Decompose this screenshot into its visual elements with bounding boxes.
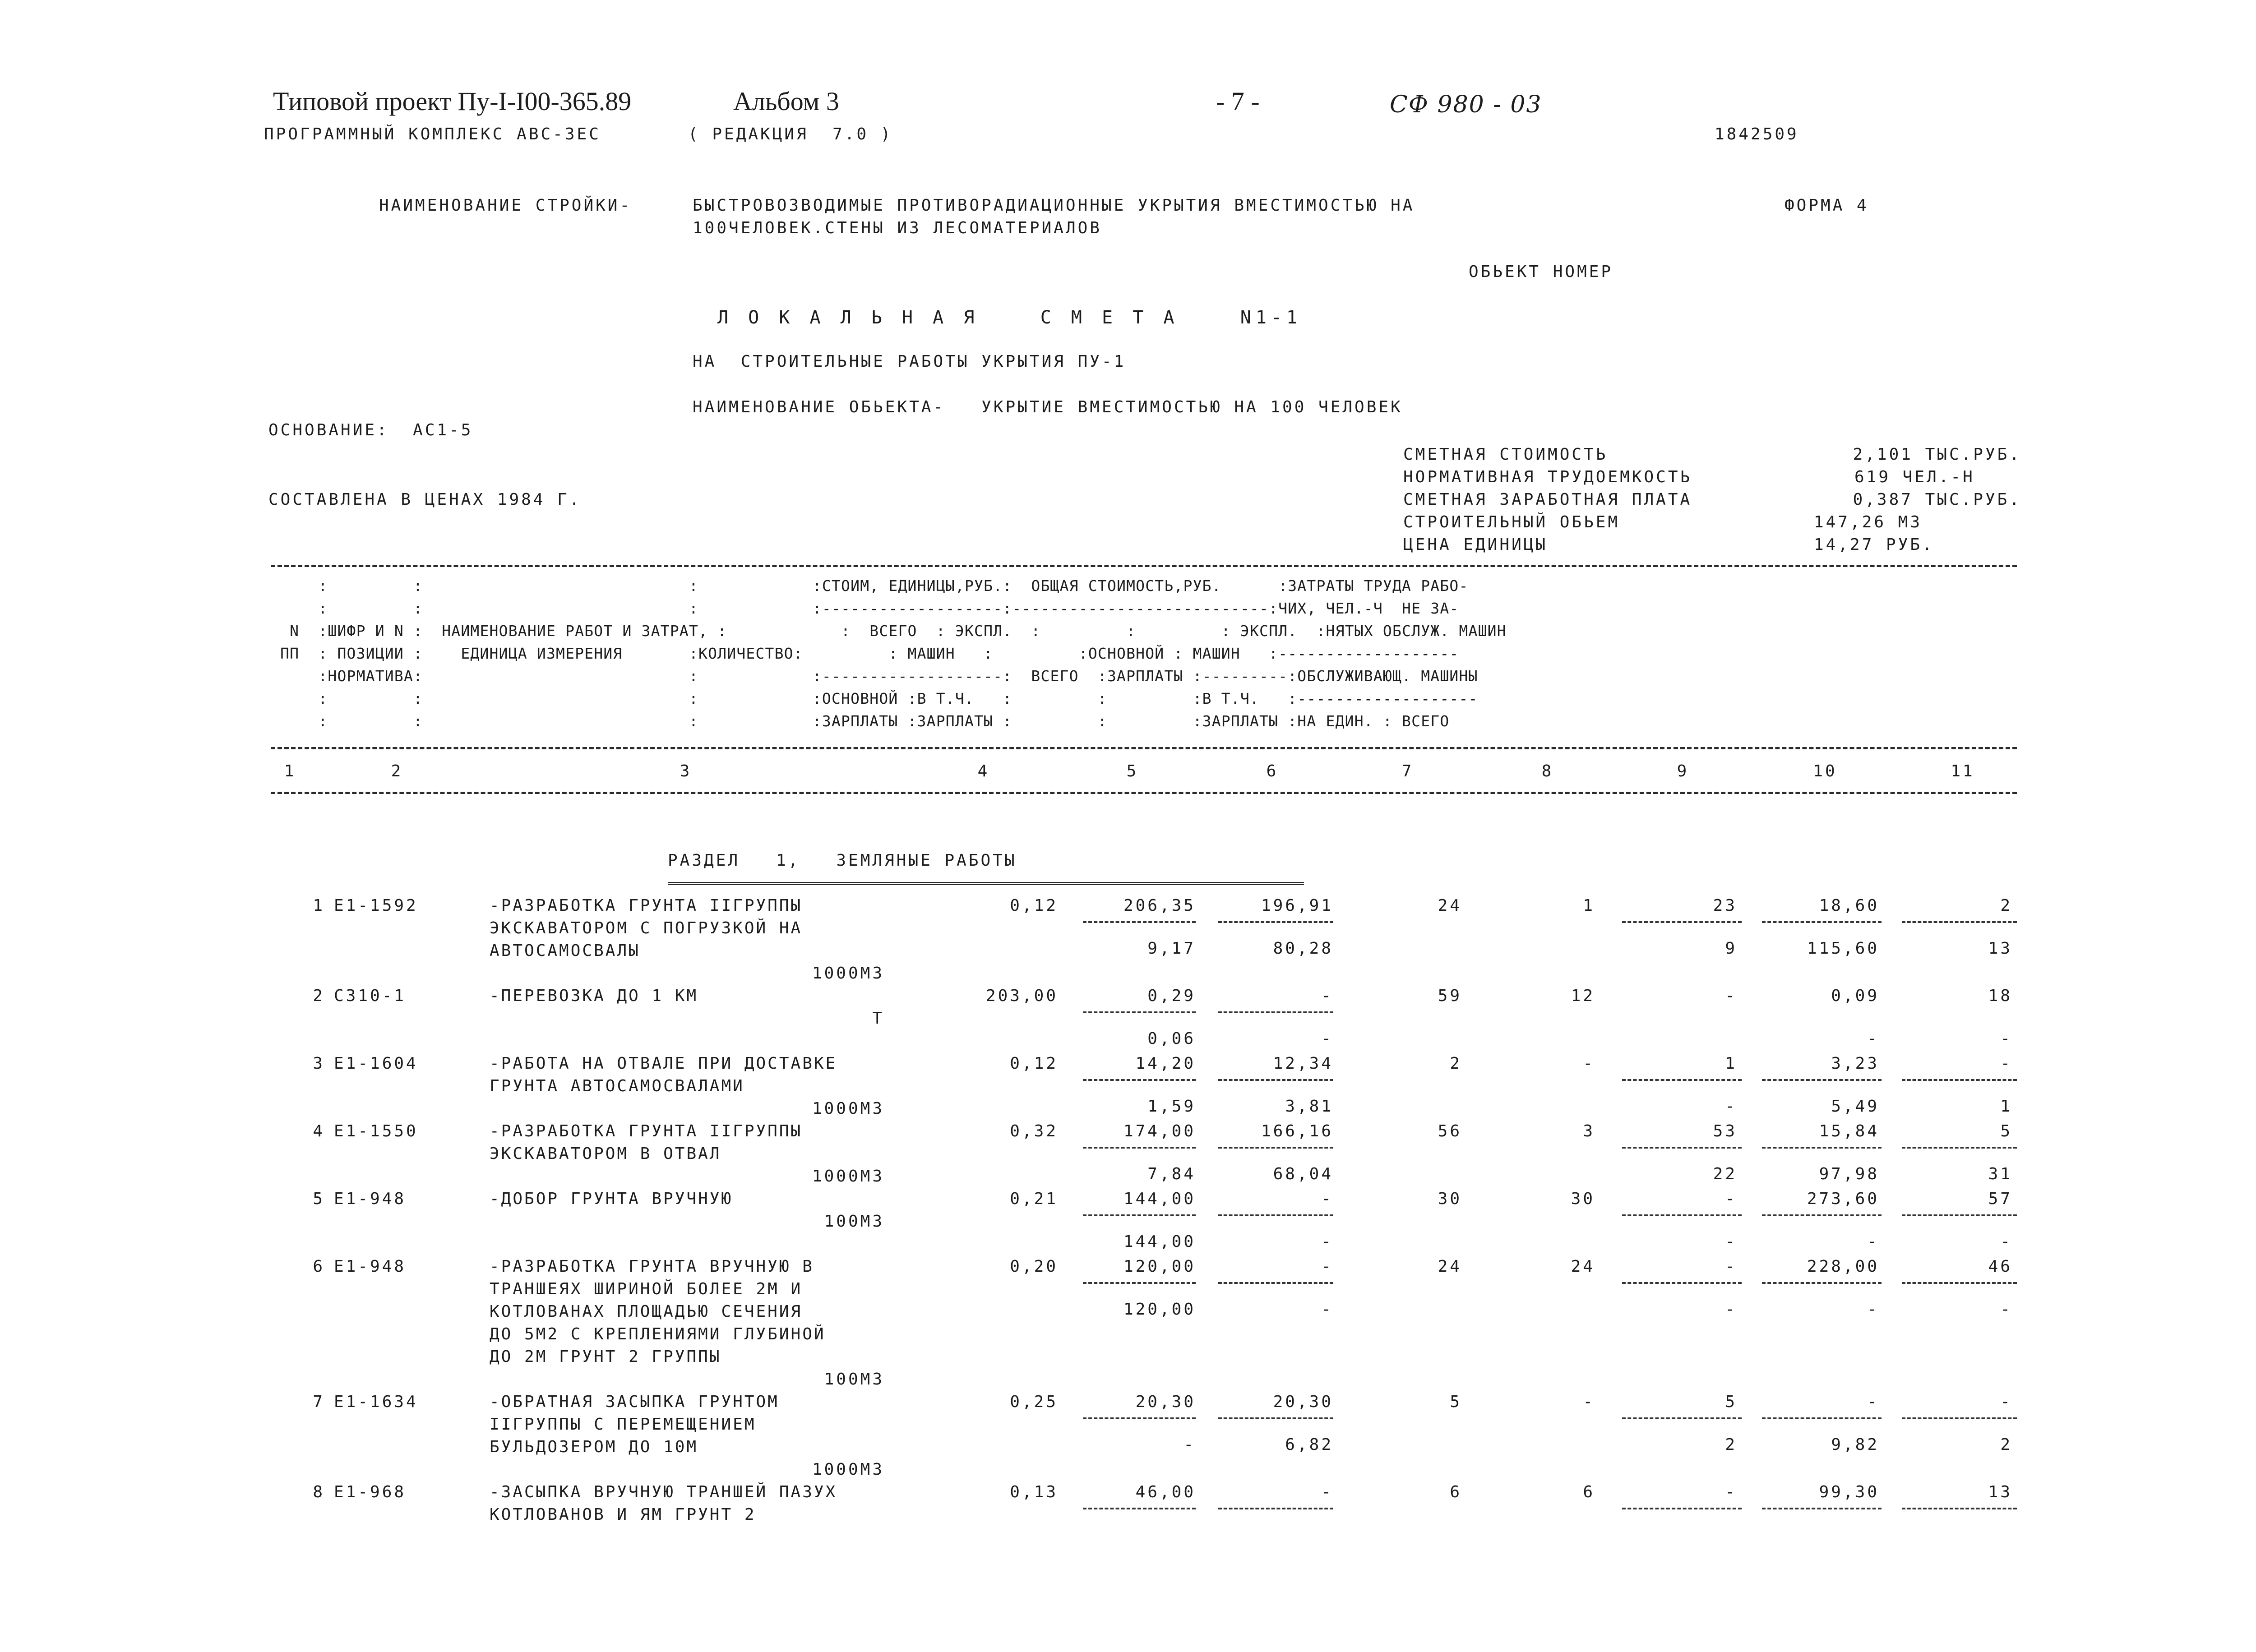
cell-divider [1902, 1147, 2017, 1149]
cell-divider [1218, 1417, 1333, 1419]
position-code: Е1-948 [334, 1190, 407, 1208]
cell-c11: - [2000, 1054, 2012, 1073]
column-number: 1 [284, 762, 296, 780]
sub-cell-s6: 68,04 [1273, 1165, 1333, 1183]
cell-qty: 0,12 [1010, 896, 1058, 915]
cell-c5: 144,00 [1123, 1190, 1196, 1208]
unit: 1000М3 [812, 1460, 884, 1479]
object-name: НАИМЕНОВАНИЕ ОБЬЕКТА- УКРЫТИЕ ВМЕСТИМОСТЬЮ НА 100 ЧЕЛОВЕК [693, 398, 1403, 416]
summary-value: 619 ЧЕЛ.-Н [1854, 468, 1975, 486]
position-code: Е1-1604 [334, 1054, 418, 1073]
sub-cell-s9: - [1725, 1300, 1737, 1319]
cell-c8: 6 [1583, 1483, 1595, 1501]
column-number: 5 [1126, 762, 1139, 780]
sub-cell-s5: 1,59 [1147, 1097, 1196, 1116]
summary-value: 0,387 ТЫС.РУБ. [1853, 490, 2021, 509]
column-number: 2 [391, 762, 403, 780]
sub-cell-s10: - [1867, 1232, 1879, 1251]
cell-divider [1902, 1214, 2017, 1216]
unit: 1000М3 [812, 1099, 884, 1118]
cell-c7: 24 [1438, 1257, 1462, 1276]
position-code: Е1-948 [334, 1257, 407, 1276]
cell-qty: 0,13 [1010, 1483, 1058, 1501]
cell-c6: 20,30 [1273, 1393, 1333, 1411]
summary-value: 2,101 ТЫС.РУБ. [1853, 445, 2021, 464]
cell-c11: 13 [1988, 1483, 2012, 1501]
header-line: :НОРМАТИВА: : :-------------------: ВСЕГО :ЗАРПЛАТЫ :---------:ОБСЛУЖИВАЮЩ. МАШИНЫ [271, 667, 1478, 685]
work-name-line: -РАЗРАБОТКА ГРУНТА ВРУЧНУЮ В [490, 1257, 814, 1276]
cell-divider [1218, 1508, 1333, 1509]
cell-c11: 2 [2000, 896, 2012, 915]
row-number: 8 [313, 1483, 325, 1501]
work-name-line: -ЗАСЫПКА ВРУЧНУЮ ТРАНШЕЙ ПАЗУХ [490, 1483, 837, 1501]
cell-c8: 1 [1583, 896, 1595, 915]
cell-divider [1218, 921, 1333, 923]
sub-cell-s11: 2 [2000, 1435, 2012, 1454]
cell-divider [1083, 1011, 1196, 1013]
cell-divider [1902, 1282, 2017, 1284]
cell-divider [1622, 1079, 1742, 1081]
cell-divider [1622, 1417, 1742, 1419]
cell-divider [1762, 1282, 1882, 1284]
cell-c5: 0,29 [1147, 987, 1196, 1005]
column-number: 9 [1677, 762, 1689, 780]
program-edition: ( РЕДАКЦИЯ 7.0 ) [688, 125, 893, 143]
header-line: : : : :ЗАРПЛАТЫ :ЗАРПЛАТЫ : : :ЗАРПЛАТЫ :НА ЕДИН. : ВСЕГО [271, 712, 1450, 730]
cell-c11: 46 [1988, 1257, 2012, 1276]
cell-qty: 0,21 [1010, 1190, 1058, 1208]
cell-c8: 12 [1571, 987, 1595, 1005]
cell-c10: 0,09 [1831, 987, 1879, 1005]
cell-c10: 15,84 [1819, 1122, 1879, 1140]
work-name-line: АВТОСАМОСВАЛЫ [490, 941, 640, 960]
cell-divider [1218, 1214, 1333, 1216]
sub-cell-s10: 9,82 [1831, 1435, 1879, 1454]
cell-c9: 1 [1725, 1054, 1737, 1073]
work-name-line: ДО 5М2 С КРЕПЛЕНИЯМИ ГЛУБИНОЙ [490, 1325, 826, 1343]
cell-c7: 6 [1450, 1483, 1462, 1501]
header-divider-rule [271, 747, 2017, 749]
cell-c9: - [1725, 1190, 1737, 1208]
section-title: РАЗДЕЛ 1, ЗЕМЛЯНЫЕ РАБОТЫ [668, 851, 1017, 870]
sub-cell-s11: - [2000, 1232, 2012, 1251]
cell-divider [1902, 1508, 2017, 1509]
cell-c11: 18 [1988, 987, 2012, 1005]
cell-divider [1622, 1147, 1742, 1149]
project-title: Типовой проект Пу-I-I00-365.89 [273, 87, 632, 116]
work-name-line: -ДОБОР ГРУНТА ВРУЧНУЮ [490, 1190, 733, 1208]
album-label: Альбом 3 [733, 87, 839, 116]
cell-c5: 46,00 [1135, 1483, 1196, 1501]
summary-value: 147,26 М3 [1814, 513, 1923, 531]
column-number: 11 [1951, 762, 1975, 780]
cell-c9: - [1725, 1483, 1737, 1501]
unit: 100М3 [824, 1370, 884, 1389]
sub-cell-s9: - [1725, 1232, 1737, 1251]
cell-divider [1622, 1508, 1742, 1509]
cell-divider [1762, 1508, 1882, 1509]
row-number: 7 [313, 1393, 325, 1411]
site-name-line2: 100ЧЕЛОВЕК.СТЕНЫ ИЗ ЛЕСОМАТЕРИАЛОВ [693, 219, 1102, 237]
cell-divider [1762, 1147, 1882, 1149]
sub-cell-s11: 1 [2000, 1097, 2012, 1116]
column-number: 10 [1813, 762, 1837, 780]
cell-c10: 18,60 [1819, 896, 1879, 915]
column-number: 8 [1541, 762, 1554, 780]
cell-divider [1083, 1214, 1196, 1216]
sub-cell-s6: 3,81 [1285, 1097, 1333, 1116]
work-name-line: ЭКСКАВАТОРОМ В ОТВАЛ [490, 1144, 721, 1163]
row-number: 5 [313, 1190, 325, 1208]
position-code: С310-1 [334, 987, 407, 1005]
cell-divider [1218, 1147, 1333, 1149]
cell-c11: 57 [1988, 1190, 2012, 1208]
sub-cell-s9: 2 [1725, 1435, 1737, 1454]
row-number: 6 [313, 1257, 325, 1276]
cell-c7: 2 [1450, 1054, 1462, 1073]
sub-cell-s11: 13 [1988, 939, 2012, 958]
cell-c9: 5 [1725, 1393, 1737, 1411]
cell-c9: 23 [1713, 896, 1737, 915]
sub-cell-s5: 7,84 [1147, 1165, 1196, 1183]
cell-divider [1083, 1282, 1196, 1284]
cell-divider [1762, 1417, 1882, 1419]
column-number: 3 [680, 762, 692, 780]
sub-cell-s10: - [1867, 1029, 1879, 1048]
row-number: 2 [313, 987, 325, 1005]
work-name-line: -ПЕРЕВОЗКА ДО 1 КМ [490, 987, 698, 1005]
unit: 1000М3 [812, 964, 884, 983]
work-name-line: КОТЛОВАНАХ ПЛОЩАДЬЮ СЕЧЕНИЯ [490, 1302, 803, 1321]
cell-divider [1083, 1147, 1196, 1149]
section-underline [668, 882, 1304, 885]
unit: Т [872, 1009, 884, 1028]
sub-cell-s6: - [1321, 1232, 1333, 1251]
sub-cell-s9: - [1725, 1097, 1737, 1116]
cell-qty: 0,20 [1010, 1257, 1058, 1276]
header-line: : : : :ОСНОВНОЙ :В Т.Ч. : : :В Т.Ч. :------------------- [271, 690, 1478, 707]
work-name-line: -РАЗРАБОТКА ГРУНТА IIГРУППЫ [490, 896, 803, 915]
handwritten-stamp: СФ 980 - 03 [1390, 91, 1542, 118]
document-number: 1842509 [1715, 125, 1799, 143]
work-name-line: ЭКСКАВАТОРОМ С ПОГРУЗКОЙ НА [490, 919, 803, 937]
position-code: Е1-1550 [334, 1122, 418, 1140]
summary-label: СТРОИТЕЛЬНЫЙ ОБЬЕМ [1403, 513, 1620, 531]
cell-divider [1083, 1079, 1196, 1081]
sub-cell-s6: 80,28 [1273, 939, 1333, 958]
cell-c10: 3,23 [1831, 1054, 1879, 1073]
sub-cell-s5: 144,00 [1123, 1232, 1196, 1251]
cell-c6: 12,34 [1273, 1054, 1333, 1073]
page-number: - 7 - [1216, 87, 1260, 116]
row-number: 4 [313, 1122, 325, 1140]
cell-c6: - [1321, 987, 1333, 1005]
column-number: 7 [1401, 762, 1414, 780]
cell-c6: 166,16 [1261, 1122, 1333, 1140]
position-code: Е1-968 [334, 1483, 407, 1501]
sub-cell-s5: 0,06 [1147, 1029, 1196, 1048]
summary-label: НОРМАТИВНАЯ ТРУДОЕМКОСТЬ [1403, 468, 1692, 486]
cell-c8: 30 [1571, 1190, 1595, 1208]
work-name-line: -РАБОТА НА ОТВАЛЕ ПРИ ДОСТАВКЕ [490, 1054, 837, 1073]
sub-cell-s5: 120,00 [1123, 1300, 1196, 1319]
table-top-rule [271, 565, 2017, 567]
work-name-line: ГРУНТА АВТОСАМОСВАЛАМИ [490, 1077, 744, 1095]
sub-cell-s5: - [1183, 1435, 1196, 1454]
cell-c11: 5 [2000, 1122, 2012, 1140]
cell-c6: - [1321, 1257, 1333, 1276]
sub-cell-s10: 5,49 [1831, 1097, 1879, 1116]
unit: 1000М3 [812, 1167, 884, 1186]
cell-divider [1622, 1282, 1742, 1284]
object-number-label: ОБЬЕКТ НОМЕР [1469, 263, 1613, 281]
cell-c10: 273,60 [1807, 1190, 1879, 1208]
header-line: : : : :СТОИМ, ЕДИНИЦЫ,РУБ.: ОБЩАЯ СТОИМОСТЬ,РУБ. :ЗАТРАТЫ ТРУДА РАБО- [271, 577, 1469, 595]
column-number: 4 [977, 762, 990, 780]
header-line: : : : :-------------------:---------------------------:ЧИХ, ЧЕЛ.-Ч НЕ ЗА- [271, 600, 1459, 617]
cell-c7: 56 [1438, 1122, 1462, 1140]
cell-c5: 120,00 [1123, 1257, 1196, 1276]
work-name-line: БУЛЬДОЗЕРОМ ДО 10М [490, 1438, 698, 1456]
summary-label: СМЕТНАЯ СТОИМОСТЬ [1403, 445, 1608, 464]
cell-c9: - [1725, 1257, 1737, 1276]
work-name-line: -ОБРАТНАЯ ЗАСЫПКА ГРУНТОМ [490, 1393, 779, 1411]
work-name-line: ТРАНШЕЯХ ШИРИНОЙ БОЛЕЕ 2М И [490, 1280, 803, 1298]
sub-cell-s6: 6,82 [1285, 1435, 1333, 1454]
unit: 100М3 [824, 1212, 884, 1231]
sub-cell-s6: - [1321, 1029, 1333, 1048]
cell-divider [1762, 1214, 1882, 1216]
cell-c5: 174,00 [1123, 1122, 1196, 1140]
cell-c7: 59 [1438, 987, 1462, 1005]
basis: ОСНОВАНИЕ: АС1-5 [268, 421, 473, 439]
sub-cell-s10: - [1867, 1300, 1879, 1319]
cell-divider [1218, 1079, 1333, 1081]
column-numbers-rule [271, 792, 2017, 794]
cell-divider [1622, 921, 1742, 923]
cell-qty: 0,12 [1010, 1054, 1058, 1073]
sub-cell-s11: - [2000, 1029, 2012, 1048]
cell-c5: 20,30 [1135, 1393, 1196, 1411]
cell-qty: 0,25 [1010, 1393, 1058, 1411]
cell-divider [1902, 921, 2017, 923]
sub-cell-s11: 31 [1988, 1165, 2012, 1183]
estimate-subtitle: НА СТРОИТЕЛЬНЫЕ РАБОТЫ УКРЫТИЯ ПУ-1 [693, 352, 1126, 371]
cell-c5: 206,35 [1123, 896, 1196, 915]
cell-divider [1083, 1508, 1196, 1509]
sub-cell-s9: 22 [1713, 1165, 1737, 1183]
cell-c8: 3 [1583, 1122, 1595, 1140]
cell-divider [1902, 1417, 2017, 1419]
cell-c9: 53 [1713, 1122, 1737, 1140]
cell-divider [1762, 921, 1882, 923]
sub-cell-s10: 115,60 [1807, 939, 1879, 958]
cell-divider [1902, 1079, 2017, 1081]
cell-c8: - [1583, 1393, 1595, 1411]
form-label: ФОРМА 4 [1784, 196, 1869, 215]
cell-divider [1622, 1214, 1742, 1216]
position-code: Е1-1634 [334, 1393, 418, 1411]
cell-divider [1083, 921, 1196, 923]
cell-c7: 24 [1438, 896, 1462, 915]
cell-c10: 228,00 [1807, 1257, 1879, 1276]
site-name-line1: БЫСТРОВОЗВОДИМЫЕ ПРОТИВОРАДИАЦИОННЫЕ УКРЫТИЯ ВМЕСТИМОСТЬЮ НА [693, 196, 1415, 215]
program-name: ПРОГРАММНЫЙ КОМПЛЕКС АВС-3ЕС [264, 125, 601, 143]
sub-cell-s11: - [2000, 1300, 2012, 1319]
site-label: НАИМЕНОВАНИЕ СТРОЙКИ- [379, 196, 632, 215]
cell-c9: - [1725, 987, 1737, 1005]
position-code: Е1-1592 [334, 896, 418, 915]
work-name-line: ДО 2М ГРУНТ 2 ГРУППЫ [490, 1347, 721, 1366]
work-name-line: КОТЛОВАНОВ И ЯМ ГРУНТ 2 [490, 1505, 756, 1524]
header-line: ПП : ПОЗИЦИИ : ЕДИНИЦА ИЗМЕРЕНИЯ :КОЛИЧЕСТВО: : МАШИН : :ОСНОВНОЙ : МАШИН :------------------- [271, 645, 1459, 662]
cell-c7: 30 [1438, 1190, 1462, 1208]
cell-divider [1762, 1079, 1882, 1081]
summary-label: СМЕТНАЯ ЗАРАБОТНАЯ ПЛАТА [1403, 490, 1692, 509]
cell-c8: - [1583, 1054, 1595, 1073]
cell-c11: - [2000, 1393, 2012, 1411]
cell-qty: 203,00 [985, 987, 1058, 1005]
summary-value: 14,27 РУБ. [1814, 535, 1934, 554]
cell-c10: 99,30 [1819, 1483, 1879, 1501]
header-line: N :ШИФР И N : НАИМЕНОВАНИЕ РАБОТ И ЗАТРАТ, : : ВСЕГО : ЭКСПЛ. : : : ЭКСПЛ. :НЯТЫХ ОБСЛУЖ. МАШИН [271, 622, 1507, 640]
column-number: 6 [1266, 762, 1279, 780]
cell-c6: - [1321, 1190, 1333, 1208]
price-level: СОСТАВЛЕНА В ЦЕНАХ 1984 Г. [268, 490, 582, 509]
sub-cell-s5: 9,17 [1147, 939, 1196, 958]
sub-cell-s9: 9 [1725, 939, 1737, 958]
cell-c8: 24 [1571, 1257, 1595, 1276]
cell-divider [1083, 1417, 1196, 1419]
summary-label: ЦЕНА ЕДИНИЦЫ [1403, 535, 1548, 554]
cell-c5: 14,20 [1135, 1054, 1196, 1073]
cell-c6: 196,91 [1261, 896, 1333, 915]
estimate-title: Л О К А Л Ь Н А Я С М Е Т А N1-1 [717, 307, 1302, 328]
row-number: 3 [313, 1054, 325, 1073]
sub-cell-s6: - [1321, 1300, 1333, 1319]
row-number: 1 [313, 896, 325, 915]
cell-qty: 0,32 [1010, 1122, 1058, 1140]
cell-divider [1218, 1282, 1333, 1284]
work-name-line: IIГРУППЫ С ПЕРЕМЕЩЕНИЕМ [490, 1415, 756, 1434]
cell-divider [1218, 1011, 1333, 1013]
cell-c6: - [1321, 1483, 1333, 1501]
work-name-line: -РАЗРАБОТКА ГРУНТА IIГРУППЫ [490, 1122, 803, 1140]
cell-c10: - [1867, 1393, 1879, 1411]
sub-cell-s10: 97,98 [1819, 1165, 1879, 1183]
cell-c7: 5 [1450, 1393, 1462, 1411]
